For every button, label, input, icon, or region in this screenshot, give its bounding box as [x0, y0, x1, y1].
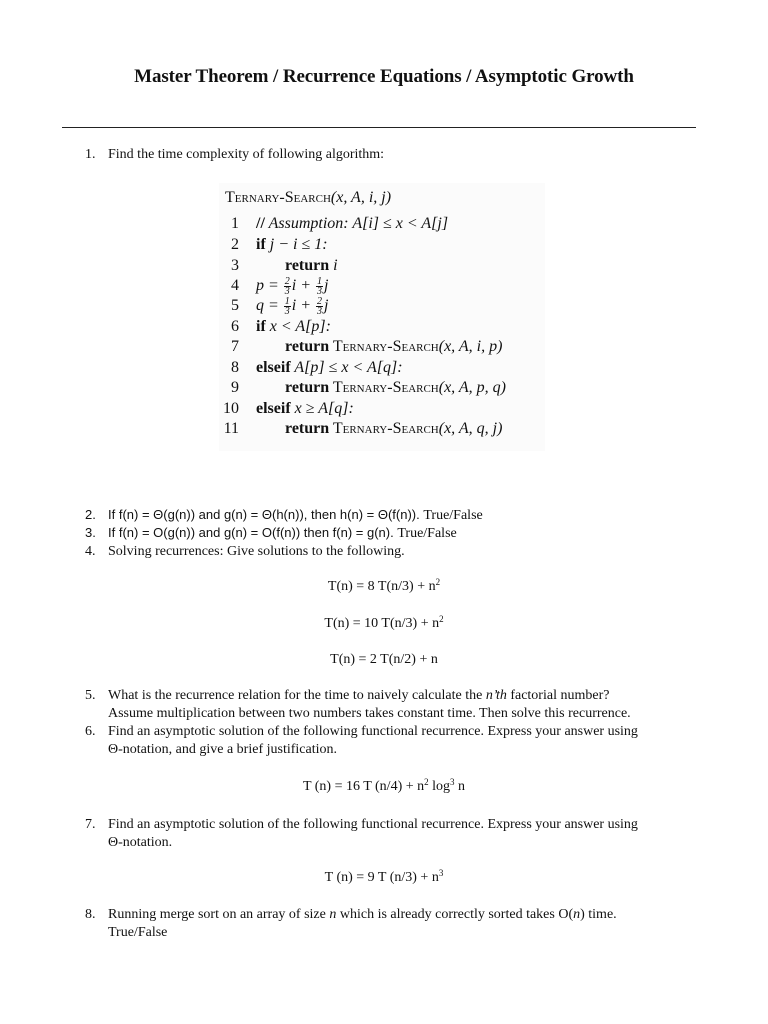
title-divider	[62, 127, 696, 128]
question-3	[85, 524, 695, 543]
line-number: 9	[231, 379, 239, 396]
text-run: which is already correctly sorted takes O(	[336, 907, 574, 922]
line-number: 7	[231, 338, 239, 355]
equation-text: log	[428, 779, 451, 794]
denominator: 3	[317, 286, 323, 297]
question-1	[85, 146, 695, 164]
exponent: 2	[439, 614, 444, 624]
call-args: (x, A, p, q)	[438, 379, 506, 396]
emphasis: n’th	[485, 688, 507, 703]
call-args: (x, A, q, j)	[438, 420, 503, 437]
question-text	[108, 687, 695, 723]
denominator: 3	[284, 306, 290, 317]
question-text	[108, 506, 695, 525]
statement: If f(n) = O(g(n)) and g(n) = O(f(n)) then f(n) = g(n).	[108, 525, 394, 540]
question-line: True/False	[108, 925, 168, 940]
recurrence-equation	[0, 579, 768, 595]
code-content	[256, 400, 354, 418]
question-number: 5.	[85, 688, 96, 703]
code-content	[256, 297, 329, 316]
line-number: 1	[231, 215, 239, 232]
question-text	[108, 816, 695, 852]
code-content	[256, 215, 448, 233]
statement: If f(n) = Θ(g(n)) and g(n) = Θ(h(n)), then h(n) = Θ(f(n)).	[108, 507, 420, 522]
equation-text: T(n) = 8 T(n/3) + n	[327, 579, 436, 594]
recurrence-equation	[0, 616, 768, 632]
keyword: return	[285, 420, 330, 437]
call-args: (x, A, i, p)	[438, 338, 503, 355]
text-run: Running merge sort on an array of size	[108, 907, 330, 922]
code-content	[256, 359, 403, 377]
numerator: 1	[317, 276, 323, 287]
algorithm-name: Ternary-Search	[225, 189, 331, 206]
code-content	[285, 257, 338, 275]
expression: j	[324, 297, 329, 315]
exponent: 2	[424, 777, 429, 787]
comment-text: Assumption:	[264, 215, 353, 232]
code-content	[256, 277, 329, 296]
function-call: Ternary-Search	[329, 379, 439, 396]
keyword: return	[285, 379, 330, 396]
equation-text: T (n) = 9 T (n/3) + n	[324, 870, 439, 885]
recurrence-equation	[0, 870, 768, 886]
line-number: 5	[231, 297, 239, 314]
question-text	[108, 524, 695, 543]
numerator: 2	[284, 276, 290, 287]
keyword: elseif	[256, 400, 291, 417]
expression: p =	[256, 277, 283, 295]
function-call: Ternary-Search	[329, 338, 439, 355]
question-line: Find an asymptotic solution of the following functional recurrence. Express your answer using	[108, 817, 638, 832]
question-line: Find an asymptotic solution of the following functional recurrence. Express your answer using	[108, 724, 638, 739]
text-run: ) time.	[580, 907, 617, 922]
comment-expr: A[i] ≤ x < A[j]	[352, 215, 449, 232]
text-run: What is the recurrence relation for the time to naively calculate the	[108, 688, 486, 703]
code-content	[285, 338, 502, 356]
expression: q =	[256, 297, 283, 315]
denominator: 3	[317, 306, 323, 317]
code-content	[256, 318, 331, 336]
question-line	[108, 687, 695, 705]
expression: i	[329, 257, 338, 274]
equation-text: T (n) = 16 T (n/4) + n	[302, 779, 425, 794]
question-text	[108, 906, 695, 942]
denominator: 3	[284, 286, 290, 297]
question-number: 3.	[85, 525, 96, 540]
question-line: Θ-notation, and give a brief justification.	[108, 742, 337, 757]
emphasis: n	[573, 907, 581, 922]
question-7	[85, 816, 695, 852]
exponent: 3	[438, 868, 444, 878]
true-false-label: True/False	[397, 526, 457, 541]
exponent: 2	[435, 577, 441, 587]
fraction	[316, 277, 323, 296]
question-line: Θ-notation.	[108, 835, 173, 850]
question-number: 2.	[85, 507, 96, 522]
equation-text: T(n) = 2 T(n/2) + n	[330, 652, 438, 667]
expression: A[p] ≤ x < A[q]:	[290, 359, 403, 376]
question-number: 8.	[85, 907, 96, 922]
keyword: elseif	[256, 359, 291, 376]
expression: x ≥ A[q]:	[290, 400, 354, 417]
ternary-search-algorithm	[219, 183, 545, 451]
question-2	[85, 506, 695, 525]
question-number: 6.	[85, 724, 96, 739]
fraction	[284, 297, 291, 316]
line-number: 10	[223, 400, 239, 417]
line-number: 3	[231, 257, 239, 274]
numerator: 1	[284, 296, 290, 307]
fraction	[316, 297, 323, 316]
keyword: return	[285, 257, 330, 274]
recurrence-equation	[0, 652, 768, 668]
code-content	[285, 420, 502, 438]
expression: j − i ≤ 1:	[265, 236, 328, 253]
function-call: Ternary-Search	[329, 420, 439, 437]
keyword: return	[285, 338, 330, 355]
keyword: if	[256, 236, 266, 253]
fraction	[284, 277, 291, 296]
line-number: 8	[231, 359, 239, 376]
page-title: Master Theorem / Recurrence Equations / Asymptotic Growth	[134, 66, 634, 87]
exponent: 3	[450, 777, 455, 787]
text-run: factorial number?	[506, 688, 610, 703]
line-number: 4	[231, 277, 239, 294]
question-6	[85, 723, 695, 759]
question-number: 4.	[85, 544, 96, 559]
expression: x < A[p]:	[265, 318, 331, 335]
recurrence-equation	[0, 779, 768, 795]
question-line	[108, 906, 695, 924]
question-text	[108, 723, 695, 759]
question-text: Solving recurrences: Give solutions to the following.	[108, 544, 405, 559]
equation-text: n	[454, 779, 466, 794]
numerator: 2	[317, 296, 323, 307]
true-false-label: True/False	[423, 508, 483, 523]
question-line: Assume multiplication between two numbers takes constant time. Then solve this recurrence.	[108, 706, 631, 721]
question-number: 1.	[85, 147, 96, 162]
algorithm-params: (x, A, i, j)	[330, 189, 392, 206]
question-5	[85, 687, 695, 723]
expression: i +	[291, 277, 316, 295]
comment-marker: //	[256, 215, 265, 232]
code-content	[256, 236, 328, 254]
keyword: if	[256, 318, 266, 335]
question-number: 7.	[85, 817, 96, 832]
expression: i +	[291, 297, 316, 315]
line-number: 11	[223, 420, 239, 437]
emphasis: n	[329, 907, 337, 922]
line-number: 6	[231, 318, 239, 335]
question-text: Find the time complexity of following algorithm:	[108, 147, 385, 162]
expression: j	[324, 277, 329, 295]
question-8	[85, 906, 695, 942]
line-number: 2	[231, 236, 239, 253]
equation-text: T(n) = 10 T(n/3) + n	[324, 616, 440, 631]
algorithm-signature	[225, 189, 391, 207]
question-4	[85, 543, 695, 561]
code-content	[285, 379, 506, 397]
